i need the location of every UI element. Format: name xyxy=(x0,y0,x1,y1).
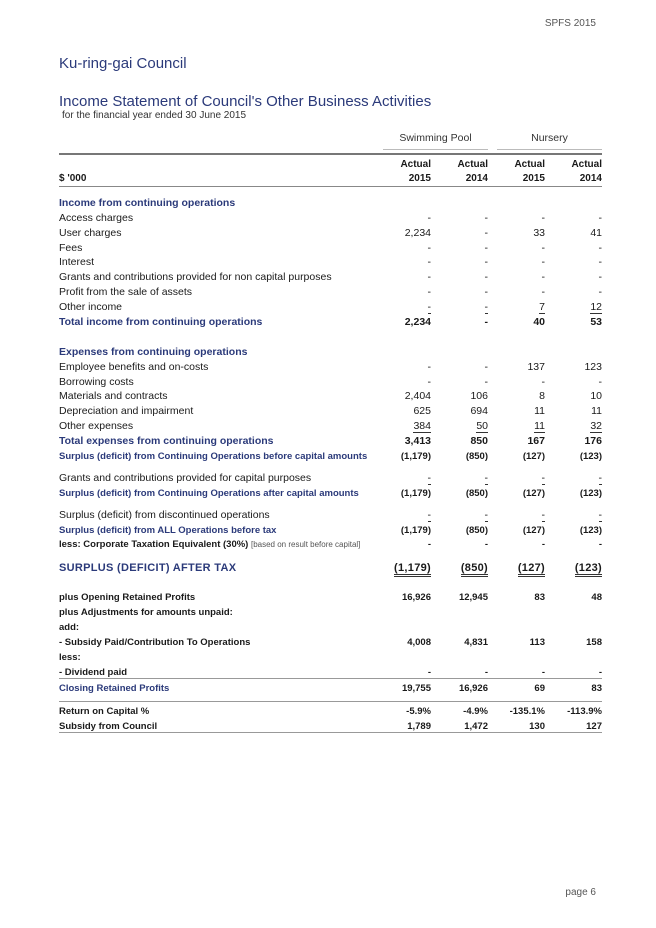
row-label: - Dividend paid xyxy=(59,666,128,678)
unit-label: $ '000 xyxy=(59,173,87,184)
row-value: - xyxy=(541,666,545,678)
row-value: 48 xyxy=(591,592,602,604)
row-value: - xyxy=(541,241,545,254)
row-value: - xyxy=(598,256,602,269)
row-value: 694 xyxy=(470,405,488,418)
row-label: Profit from the sale of assets xyxy=(59,286,193,299)
row-value: (123) xyxy=(545,562,602,574)
row-value: 16,926 xyxy=(458,682,488,694)
row-value: - xyxy=(484,360,488,373)
row-value: - xyxy=(541,271,545,284)
row-value: (123) xyxy=(579,487,602,499)
surplus-after-capital-row xyxy=(59,484,602,499)
column-year-row xyxy=(59,170,602,184)
expense-rows xyxy=(59,358,602,432)
row-value: (850) xyxy=(431,562,488,574)
line-item-row xyxy=(59,283,602,298)
row-value: (127) xyxy=(522,487,545,499)
column-year: 2014 xyxy=(579,173,602,184)
surplus-all-before-tax-row xyxy=(59,521,602,536)
row-value: 625 xyxy=(413,405,431,418)
row-value: - xyxy=(484,256,488,269)
group-nursery: Nursery xyxy=(531,132,568,144)
row-value: 4,008 xyxy=(407,637,431,649)
row-value: 12,945 xyxy=(458,592,488,604)
row-value: 176 xyxy=(584,435,602,448)
row-value: (127) xyxy=(522,451,545,463)
row-value: 11 xyxy=(534,420,545,433)
row-value: 3,413 xyxy=(404,435,431,448)
row-label: - Subsidy Paid/Contribution To Operations xyxy=(59,637,251,649)
row-value: - xyxy=(427,301,431,314)
row-value: - xyxy=(427,666,431,678)
subsidy-paid-row xyxy=(59,633,602,648)
row-label: Surplus (deficit) from Continuing Operations after capital amounts xyxy=(59,487,359,499)
row-value: - xyxy=(541,471,545,484)
row-value: - xyxy=(484,211,488,224)
dividend-row xyxy=(59,663,602,678)
row-value: 2,234 xyxy=(404,316,431,329)
council-name: Ku-ring-gai Council xyxy=(59,55,187,72)
row-value: - xyxy=(484,666,488,678)
line-item-row xyxy=(59,388,602,403)
row-value: - xyxy=(598,471,602,484)
row-value: 33 xyxy=(533,226,545,239)
row-value: - xyxy=(427,286,431,299)
row-value: (123) xyxy=(579,524,602,536)
row-value: (123) xyxy=(579,451,602,463)
column-header: Actual xyxy=(400,159,431,170)
line-item-row xyxy=(59,254,602,269)
column-year: 2015 xyxy=(522,173,545,184)
row-label: Total income from continuing operations xyxy=(59,316,263,329)
row-value: - xyxy=(427,375,431,388)
statement-subtitle: for the financial year ended 30 June 2015 xyxy=(62,110,247,121)
group-underline xyxy=(497,149,602,150)
row-value: - xyxy=(427,471,431,484)
row-value: (850) xyxy=(465,487,488,499)
row-value: - xyxy=(541,508,545,521)
surplus-after-tax-row xyxy=(59,557,602,574)
row-value: (1,179) xyxy=(400,524,431,536)
tax-note: [based on result before capital] xyxy=(250,540,361,550)
header-rule xyxy=(59,153,602,155)
row-value: 1,789 xyxy=(407,720,431,732)
group-swimming-pool: Swimming Pool xyxy=(399,132,472,144)
row-value: 137 xyxy=(527,360,545,373)
row-value: 11 xyxy=(591,405,602,418)
row-value: - xyxy=(598,211,602,224)
total-expenses-row xyxy=(59,432,602,447)
total-income-row xyxy=(59,313,602,328)
column-header: Actual xyxy=(514,159,545,170)
row-value: 113 xyxy=(529,637,545,649)
row-value: - xyxy=(427,241,431,254)
add-label: add: xyxy=(59,622,80,634)
page-number: page 6 xyxy=(565,887,596,898)
row-value: 11 xyxy=(534,405,545,418)
adjustments-label: plus Adjustments for amounts unpaid: xyxy=(59,607,233,619)
line-item-row xyxy=(59,373,602,388)
line-item-row xyxy=(59,298,602,313)
row-value: - xyxy=(427,508,431,521)
row-label: Return on Capital % xyxy=(59,705,150,717)
row-label: Surplus (deficit) from Continuing Operations before capital amounts xyxy=(59,451,368,463)
row-value: -4.9% xyxy=(463,705,488,717)
column-year: 2015 xyxy=(408,173,431,184)
row-value: 1,472 xyxy=(464,720,488,732)
row-label: Grants and contributions provided for non capital purposes xyxy=(59,271,332,284)
row-value: 10 xyxy=(590,390,602,403)
discontinued-row xyxy=(59,506,602,521)
row-value: 4,831 xyxy=(464,637,488,649)
row-value: - xyxy=(427,271,431,284)
row-value: -135.1% xyxy=(509,705,545,717)
row-value: (1,179) xyxy=(400,487,431,499)
income-statement-table xyxy=(59,156,602,733)
row-label: Depreciation and impairment xyxy=(59,405,194,418)
row-value: (127) xyxy=(522,524,545,536)
row-value: - xyxy=(484,301,488,314)
row-label: User charges xyxy=(59,226,122,239)
row-label: Total expenses from continuing operations xyxy=(59,435,274,448)
row-label: Other expenses xyxy=(59,420,134,433)
row-label: SURPLUS (DEFICIT) AFTER TAX xyxy=(59,562,237,575)
row-value: - xyxy=(484,375,488,388)
row-value: (127) xyxy=(488,562,545,574)
section-heading-income: Income from continuing operations xyxy=(59,196,236,209)
row-label: Closing Retained Profits xyxy=(59,682,170,694)
row-value: - xyxy=(541,286,545,299)
row-value: 2,234 xyxy=(404,226,431,239)
row-label: Borrowing costs xyxy=(59,375,134,388)
row-value: 106 xyxy=(470,390,488,403)
row-value: 53 xyxy=(590,316,602,329)
row-label: Other income xyxy=(59,301,123,314)
document-code: SPFS 2015 xyxy=(544,18,596,29)
row-label: Surplus (deficit) from ALL Operations before tax xyxy=(59,524,277,536)
row-value: - xyxy=(427,211,431,224)
row-value: 50 xyxy=(476,420,488,433)
row-value: 158 xyxy=(586,637,602,649)
income-rows xyxy=(59,209,602,313)
row-value: -113.9% xyxy=(567,705,602,717)
line-item-row xyxy=(59,358,602,373)
row-value: - xyxy=(427,360,431,373)
line-item-row xyxy=(59,224,602,239)
statement-title: Income Statement of Council's Other Business Activities xyxy=(59,93,432,110)
row-label: Grants and contributions provided for capital purposes xyxy=(59,471,312,484)
row-value: - xyxy=(484,226,488,239)
row-value: - xyxy=(484,271,488,284)
row-value: 69 xyxy=(534,682,545,694)
row-value: - xyxy=(484,508,488,521)
column-header: Actual xyxy=(571,159,602,170)
row-value: 127 xyxy=(586,720,602,732)
less-label: less: xyxy=(59,651,81,663)
column-header: Actual xyxy=(457,159,488,170)
section-heading-expenses: Expenses from continuing operations xyxy=(59,345,248,358)
row-label: Surplus (deficit) from discontinued operations xyxy=(59,508,270,521)
row-value: 8 xyxy=(539,390,545,403)
row-value: - xyxy=(541,211,545,224)
row-label: Interest xyxy=(59,256,95,269)
surplus-before-capital-row xyxy=(59,447,602,462)
row-label: Fees xyxy=(59,241,83,254)
row-value: - xyxy=(598,508,602,521)
row-value: 32 xyxy=(590,420,602,433)
row-value: 384 xyxy=(413,420,431,433)
row-value: 130 xyxy=(529,720,545,732)
closing-retained-row xyxy=(59,678,602,694)
row-value: 123 xyxy=(584,360,602,373)
row-value: - xyxy=(484,316,488,329)
group-underline xyxy=(383,149,488,150)
row-value: 41 xyxy=(590,226,602,239)
return-on-capital-row xyxy=(59,701,602,717)
row-value: (1,179) xyxy=(400,451,431,463)
line-item-row xyxy=(59,209,602,224)
row-value: - xyxy=(484,241,488,254)
row-label: plus Opening Retained Profits xyxy=(59,592,196,604)
row-value: - xyxy=(598,286,602,299)
column-year: 2014 xyxy=(465,173,488,184)
row-value: - xyxy=(541,256,545,269)
row-value: - xyxy=(427,256,431,269)
row-value: 167 xyxy=(527,435,545,448)
row-value: - xyxy=(598,666,602,678)
line-item-row xyxy=(59,239,602,254)
row-value: 2,404 xyxy=(404,390,431,403)
line-item-row xyxy=(59,402,602,417)
row-label: Materials and contracts xyxy=(59,390,168,403)
row-label: Access charges xyxy=(59,211,134,224)
row-value: -5.9% xyxy=(406,705,431,717)
row-value: 12 xyxy=(590,301,602,314)
row-value: 850 xyxy=(470,435,488,448)
capital-grants-row xyxy=(59,469,602,484)
row-value: 40 xyxy=(533,316,545,329)
row-value: 16,926 xyxy=(401,592,431,604)
tax-equivalent-row: less: Corporate Taxation Equivalent (30%) [based on result before capital] - - - - xyxy=(59,539,602,551)
row-value: - xyxy=(484,286,488,299)
opening-retained-row xyxy=(59,588,602,603)
row-value: 83 xyxy=(534,592,545,604)
row-value: - xyxy=(598,241,602,254)
row-value: - xyxy=(484,471,488,484)
row-value: 83 xyxy=(591,682,602,694)
row-value: (1,179) xyxy=(374,562,431,574)
column-header-row xyxy=(59,156,602,170)
row-value: - xyxy=(598,375,602,388)
subsidy-from-council-row xyxy=(59,717,602,733)
row-label: Subsidy from Council xyxy=(59,720,158,732)
line-item-row xyxy=(59,268,602,283)
row-value: - xyxy=(598,271,602,284)
row-value: - xyxy=(541,375,545,388)
row-value: (850) xyxy=(465,524,488,536)
row-value: 7 xyxy=(539,301,545,314)
line-item-row xyxy=(59,417,602,432)
row-value: (850) xyxy=(465,451,488,463)
row-label: Employee benefits and on-costs xyxy=(59,360,209,373)
row-value: 19,755 xyxy=(401,682,431,694)
